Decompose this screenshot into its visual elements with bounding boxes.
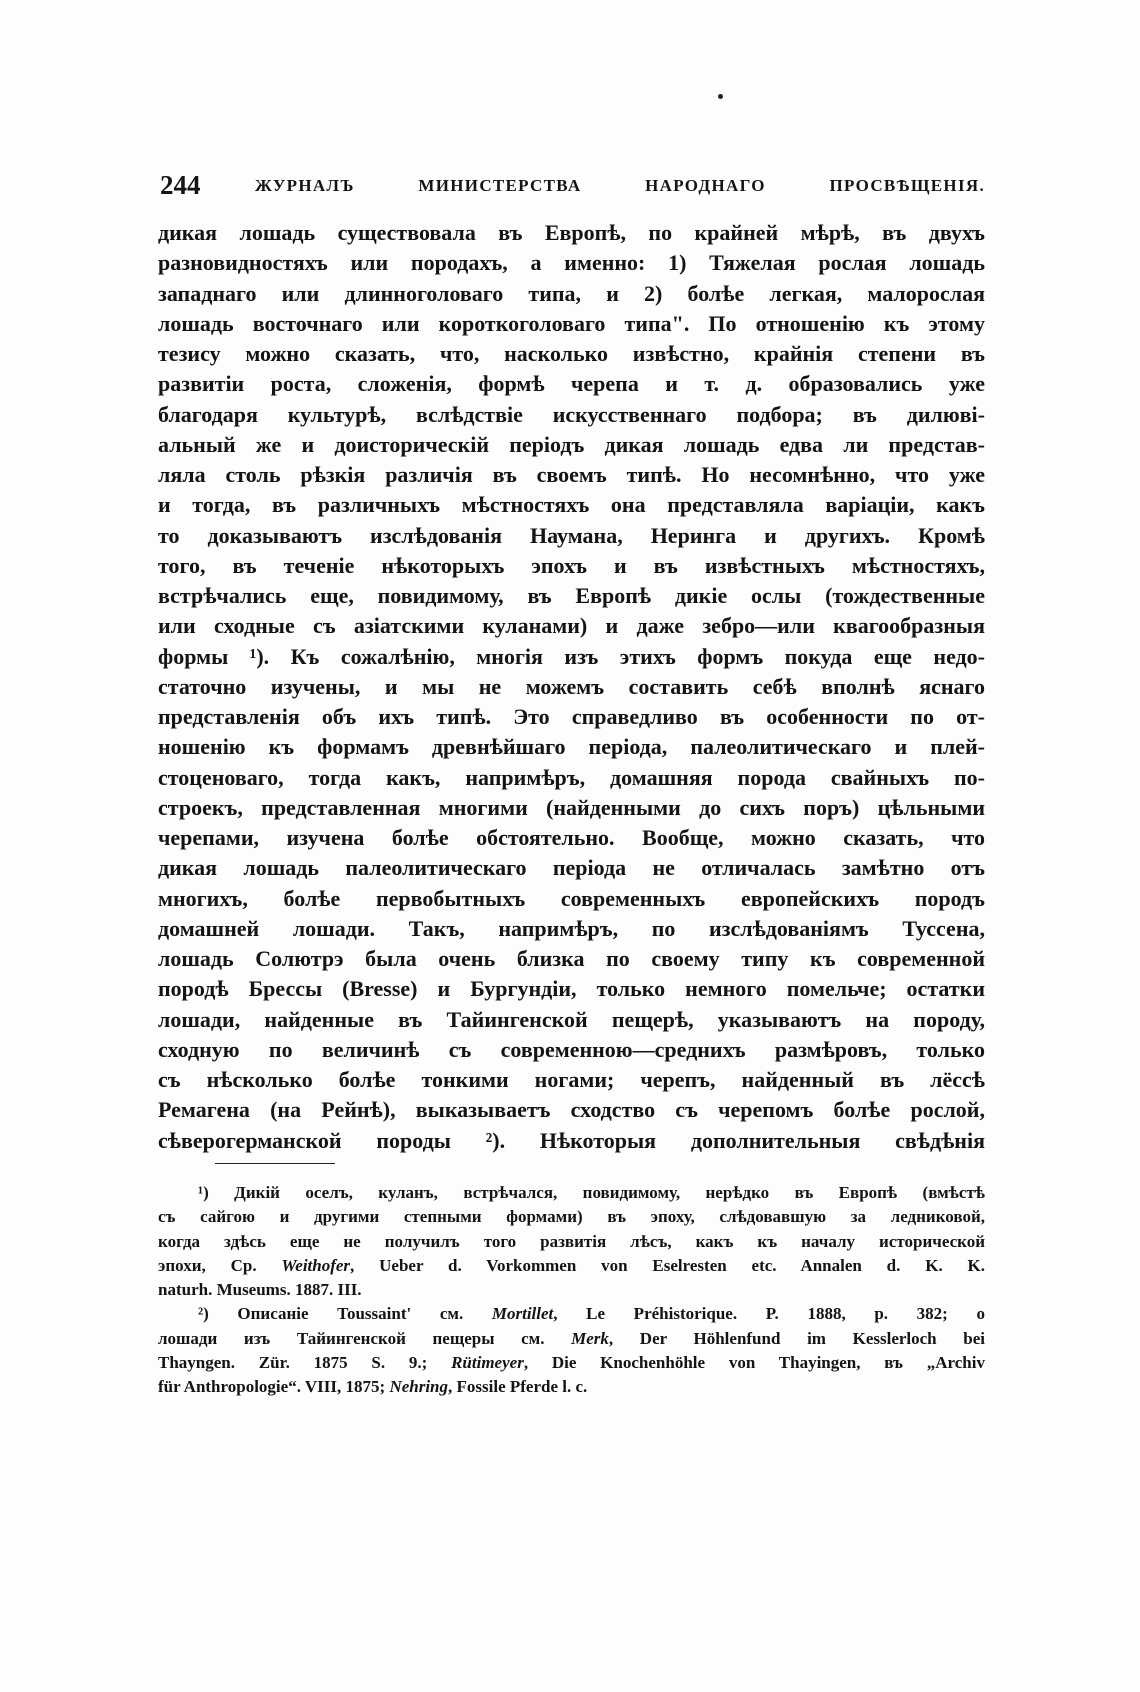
body-line: разновидностяхъ или породахъ, а именно: 1) Тяжелая рослая лошадь: [158, 250, 985, 276]
footnote-text: für Anthropologie“. VIII, 1875;: [158, 1377, 390, 1397]
footnote-text: , Der Höhlenfund im Kesslerloch bei: [608, 1328, 985, 1348]
footnote-text: съ сайгою и другими степными формами) въ эпоху, слѣдовавшую за ледниковой,: [158, 1207, 985, 1227]
body-line: формы ¹). Къ сожалѣнію, многія изъ этихъ формъ покуда еще недо-: [158, 643, 985, 669]
footnote-author: Mortillet: [491, 1304, 554, 1324]
footnote-text: ²) Описаніе Toussaint' см.: [198, 1304, 492, 1324]
body-line: развитіи роста, сложенія, формѣ черепа и т. д. образовались уже: [158, 371, 985, 397]
footnote-line: [158, 1181, 985, 1205]
body-line: съ нѣсколько болѣе тонкими ногами; черепъ, найденный въ лёссѣ: [158, 1067, 985, 1092]
body-line: сходную по величинѣ съ современною—среднихъ размѣровъ, только: [158, 1036, 985, 1062]
body-line: лошадь Солютрэ была очень близка по своему типу къ современной: [158, 946, 985, 971]
body-line: альный же и доисторическій періодъ дикая лошадь едва ли представ-: [158, 431, 985, 457]
footnote-author: Nehring: [389, 1377, 449, 1397]
footnote-text: , Ueber d. Vorkommen von Eselresten etc. Annalen d. K. K.: [350, 1255, 985, 1275]
journal-title: ЖУРНАЛЪ МИНИСТЕРСТВА НАРОДНАГО ПРОСВѢЩЕНІЯ.: [255, 176, 985, 195]
footnote-line: [158, 1327, 985, 1351]
body-line: западнаго или длинноголоваго типа, и 2) болѣе легкая, малорослая: [158, 280, 985, 306]
body-line: домашней лошади. Такъ, напримѣръ, по изслѣдованіямъ Туссена,: [158, 915, 985, 941]
scan-speck: [718, 94, 723, 99]
body-line: встрѣчались еще, повидимому, въ Европѣ дикіе ослы (тождественные: [158, 583, 985, 608]
footnote-author: Rütimeyer: [451, 1353, 524, 1373]
footnote-line: [158, 1351, 985, 1375]
body-line: стоценоваго, тогда какъ, напримѣръ, домашняя порода свайныхъ по-: [158, 764, 985, 790]
footnote-line: [158, 1254, 985, 1278]
body-line: статочно изучены, и мы не можемъ составить себѣ вполнѣ яснаго: [158, 673, 985, 699]
body-text: [158, 218, 985, 1156]
running-header: [158, 168, 985, 204]
body-line: черепами, изучена болѣе обстоятельно. Вообще, можно сказать, что: [158, 825, 985, 850]
page-number: 244: [160, 170, 201, 200]
footnote-line: [158, 1278, 985, 1302]
footnote-text: , Die Knochenhöhle von Thayingen, въ „Archiv: [523, 1353, 985, 1373]
body-line: сѣверогерманской породы ²). Нѣкоторыя дополнительныя свѣдѣнія: [158, 1127, 985, 1153]
body-line: строекъ, представленная многими (найденными до сихъ поръ) цѣльными: [158, 794, 985, 820]
body-line: дикая лошадь палеолитическаго періода не отличалась замѣтно отъ: [158, 855, 985, 881]
body-line: или сходные съ азіатскими куланами) и даже зебро—или квагообразныя: [158, 613, 985, 639]
footnote-line: [158, 1375, 985, 1399]
footnote-author: Merk: [571, 1328, 609, 1348]
footnote-line: [158, 1230, 985, 1254]
footnote-text: когда здѣсь еще не получилъ того развитія лѣсъ, какъ къ началу исторической: [158, 1231, 985, 1251]
body-line: и тогда, въ различныхъ мѣстностяхъ она представляла варіаціи, какъ: [158, 492, 985, 518]
body-line: лошадь восточнаго или короткоголоваго типа". По отношенію къ этому: [158, 310, 985, 336]
footnote-line: [158, 1205, 985, 1229]
footnotes: [158, 1181, 985, 1400]
body-line: дикая лошадь существовала въ Европѣ, по крайней мѣрѣ, въ двухъ: [158, 220, 985, 245]
body-line: тезису можно сказать, что, насколько извѣстно, крайнія степени въ: [158, 341, 985, 366]
body-line: того, въ теченіе нѣкоторыхъ эпохъ и въ извѣстныхъ мѣстностяхъ,: [158, 552, 985, 578]
body-line: многихъ, болѣе первобытныхъ современныхъ европейскихъ породъ: [158, 885, 985, 911]
footnote-text: эпохи, Ср.: [158, 1255, 282, 1275]
footnote-author: Weithofer: [281, 1255, 351, 1275]
footnote-rule: [215, 1163, 335, 1164]
body-line: благодаря культурѣ, вслѣдствіе искусственнаго подбора; въ дилюві-: [158, 401, 985, 427]
footnote-text: лошади изъ Тайингенской пещеры см.: [158, 1328, 572, 1348]
body-line: представленія объ ихъ типѣ. Это справедливо въ особенности по от-: [158, 704, 985, 729]
footnote-text: , Le Préhistorique. P. 1888, p. 382; о: [553, 1304, 985, 1324]
body-line: лошади, найденные въ Тайингенской пещерѣ, указываютъ на породу,: [158, 1006, 985, 1032]
footnote-line: [158, 1302, 985, 1326]
body-line: ляла столь рѣзкія различія въ своемъ типѣ. Но несомнѣнно, что уже: [158, 462, 985, 487]
body-line: то доказываютъ изслѣдованія Наумана, Неринга и другихъ. Кромѣ: [158, 522, 985, 548]
footnote-text: , Fossile Pferde l. c.: [448, 1377, 588, 1397]
footnote-text: naturh. Museums. 1887. III.: [158, 1280, 362, 1300]
footnote-text: Thayngen. Zür. 1875 S. 9.;: [158, 1353, 452, 1373]
body-line: ношенію къ формамъ древнѣйшаго періода, палеолитическаго и плей-: [158, 734, 985, 760]
footnote-text: ¹) Дикій оселъ, куланъ, встрѣчался, повидимому, нерѣдко въ Европѣ (вмѣстѣ: [198, 1183, 985, 1202]
body-line: Ремагена (на Рейнѣ), выказываетъ сходство съ черепомъ болѣе рослой,: [158, 1097, 985, 1123]
body-line: породѣ Брессы (Bresse) и Бургундіи, только немного помельче; остатки: [158, 976, 985, 1002]
